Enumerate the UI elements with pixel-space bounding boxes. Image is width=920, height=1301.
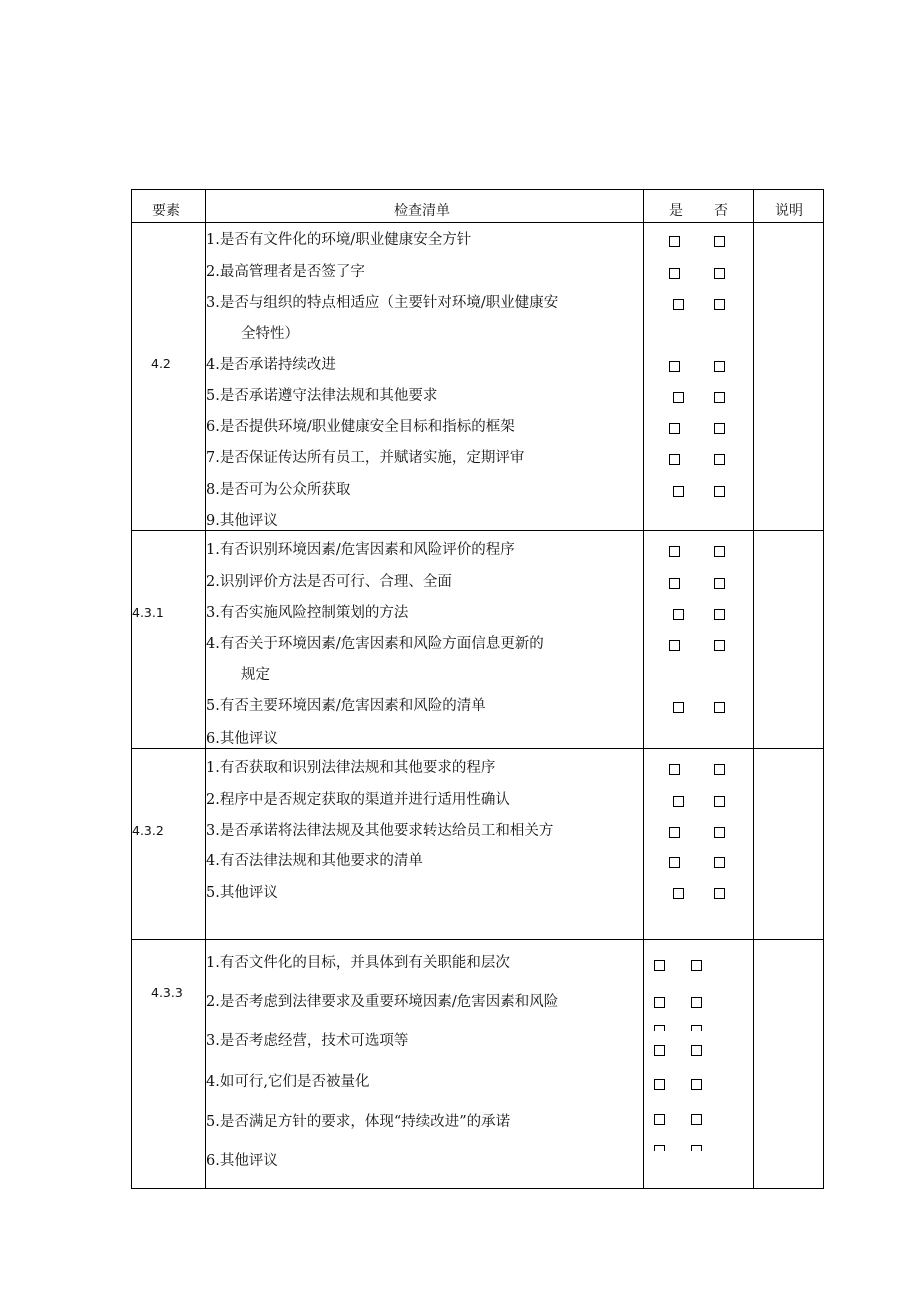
no-checkbox[interactable] xyxy=(714,454,725,465)
checklist-item-continuation: 规定 xyxy=(241,667,270,683)
yes-checkbox[interactable] xyxy=(669,857,680,868)
no-checkbox[interactable] xyxy=(714,423,725,434)
checklist-item: 2.程序中是否规定获取的渠道并进行适用性确认 xyxy=(206,792,510,808)
checklist-item: 3.是否承诺将法律法规及其他要求转达给员工和相关方 xyxy=(206,823,554,839)
checklist-item: 5.有否主要环境因素/危害因素和风险的清单 xyxy=(206,698,486,714)
yes-checkbox[interactable] xyxy=(673,609,684,620)
yes-checkbox[interactable] xyxy=(669,578,680,589)
header-no: 否 xyxy=(714,203,728,219)
yes-checkbox[interactable] xyxy=(654,1079,665,1090)
checklist-item: 3.是否考虑经营，技术可选项等 xyxy=(206,1033,409,1049)
section-id: 4.3.3 xyxy=(151,985,183,1000)
yes-checkbox[interactable] xyxy=(654,960,665,971)
no-checkbox[interactable] xyxy=(714,268,725,279)
table-border-top xyxy=(131,189,824,190)
checklist-item: 8.是否可为公众所获取 xyxy=(206,482,351,498)
no-checkbox[interactable] xyxy=(714,764,725,775)
checklist-item: 2.最高管理者是否签了字 xyxy=(206,264,365,280)
yes-checkbox[interactable] xyxy=(654,1114,665,1125)
table-border-right xyxy=(823,189,824,1189)
column-divider xyxy=(753,189,754,1189)
yes-checkbox[interactable] xyxy=(673,702,684,713)
no-checkbox[interactable] xyxy=(691,997,702,1008)
checklist-item: 1.有否文件化的目标，并具体到有关职能和层次 xyxy=(206,955,510,971)
table-border-bottom xyxy=(131,1188,824,1189)
no-checkbox[interactable] xyxy=(714,702,725,713)
checklist-item: 5.是否满足方针的要求，体现“持续改进”的承诺 xyxy=(206,1114,511,1130)
checklist-item: 7.是否保证传达所有员工，并赋诸实施，定期评审 xyxy=(206,450,525,466)
yes-checkbox[interactable] xyxy=(673,392,684,403)
yes-checkbox[interactable] xyxy=(669,764,680,775)
table-border-left xyxy=(131,189,132,1189)
no-checkbox[interactable] xyxy=(714,827,725,838)
no-checkbox[interactable] xyxy=(714,546,725,557)
checklist-item: 9.其他评议 xyxy=(206,513,278,529)
no-checkbox[interactable] xyxy=(714,888,725,899)
no-checkbox[interactable] xyxy=(714,392,725,403)
header-yes: 是 xyxy=(669,203,683,219)
column-divider xyxy=(643,189,644,1189)
yes-checkbox[interactable] xyxy=(669,268,680,279)
no-checkbox[interactable] xyxy=(691,1079,702,1090)
checklist-item: 3.是否与组织的特点相适应（主要针对环境/职业健康安 xyxy=(206,295,559,311)
yes-checkbox[interactable] xyxy=(669,640,680,651)
section-id: 4.3.2 xyxy=(132,823,164,838)
no-checkbox[interactable] xyxy=(691,960,702,971)
yes-checkbox[interactable] xyxy=(669,827,680,838)
checklist-item: 1.有否识别环境因素/危害因素和风险评价的程序 xyxy=(206,542,515,558)
yes-checkbox[interactable] xyxy=(673,796,684,807)
header-checklist: 检查清单 xyxy=(394,203,450,219)
no-checkbox[interactable] xyxy=(714,299,725,310)
yes-checkbox[interactable] xyxy=(669,454,680,465)
checklist-item: 4.是否承诺持续改进 xyxy=(206,357,336,373)
checklist-item: 6.其他评议 xyxy=(206,1153,278,1169)
row-divider xyxy=(131,222,824,223)
no-checkbox[interactable] xyxy=(714,857,725,868)
checklist-item: 4.有否法律法规和其他要求的清单 xyxy=(206,853,423,869)
no-checkbox[interactable] xyxy=(714,640,725,651)
checklist-item: 1.是否有文件化的环境/职业健康安全方针 xyxy=(206,232,472,248)
yes-checkbox[interactable] xyxy=(654,1025,665,1031)
yes-checkbox[interactable] xyxy=(654,997,665,1008)
checklist-item-continuation: 全特性） xyxy=(241,326,299,342)
row-divider xyxy=(131,939,824,940)
checklist-item: 4.如可行,它们是否被量化 xyxy=(206,1074,370,1090)
checklist-item: 4.有否关于环境因素/危害因素和风险方面信息更新的 xyxy=(206,636,544,652)
yes-checkbox[interactable] xyxy=(669,423,680,434)
section-id: 4.3.1 xyxy=(132,605,164,620)
yes-checkbox[interactable] xyxy=(673,486,684,497)
checklist-item: 5.是否承诺遵守法律法规和其他要求 xyxy=(206,388,438,404)
checklist-item: 5.其他评议 xyxy=(206,885,278,901)
checklist-item: 2.识别评价方法是否可行、合理、全面 xyxy=(206,574,452,590)
yes-checkbox[interactable] xyxy=(669,236,680,247)
checklist-item: 6.其他评议 xyxy=(206,731,278,747)
checklist-item: 3.有否实施风险控制策划的方法 xyxy=(206,605,409,621)
no-checkbox[interactable] xyxy=(714,578,725,589)
no-checkbox[interactable] xyxy=(691,1025,702,1031)
no-checkbox[interactable] xyxy=(714,236,725,247)
header-note: 说明 xyxy=(775,203,803,219)
no-checkbox[interactable] xyxy=(714,486,725,497)
no-checkbox[interactable] xyxy=(691,1114,702,1125)
no-checkbox[interactable] xyxy=(714,796,725,807)
header-element: 要素 xyxy=(152,203,180,219)
yes-checkbox[interactable] xyxy=(654,1145,665,1151)
yes-checkbox[interactable] xyxy=(673,888,684,899)
yes-checkbox[interactable] xyxy=(673,299,684,310)
yes-checkbox[interactable] xyxy=(654,1045,665,1056)
no-checkbox[interactable] xyxy=(714,361,725,372)
yes-checkbox[interactable] xyxy=(669,546,680,557)
checklist-item: 2.是否考虑到法律要求及重要环境因素/危害因素和风险 xyxy=(206,994,559,1010)
no-checkbox[interactable] xyxy=(691,1045,702,1056)
checklist-item: 1.有否获取和识别法律法规和其他要求的程序 xyxy=(206,760,496,776)
yes-checkbox[interactable] xyxy=(669,361,680,372)
no-checkbox[interactable] xyxy=(691,1145,702,1151)
checklist-item: 6.是否提供环境/职业健康安全目标和指标的框架 xyxy=(206,419,515,435)
no-checkbox[interactable] xyxy=(714,609,725,620)
section-id: 4.2 xyxy=(151,356,171,371)
